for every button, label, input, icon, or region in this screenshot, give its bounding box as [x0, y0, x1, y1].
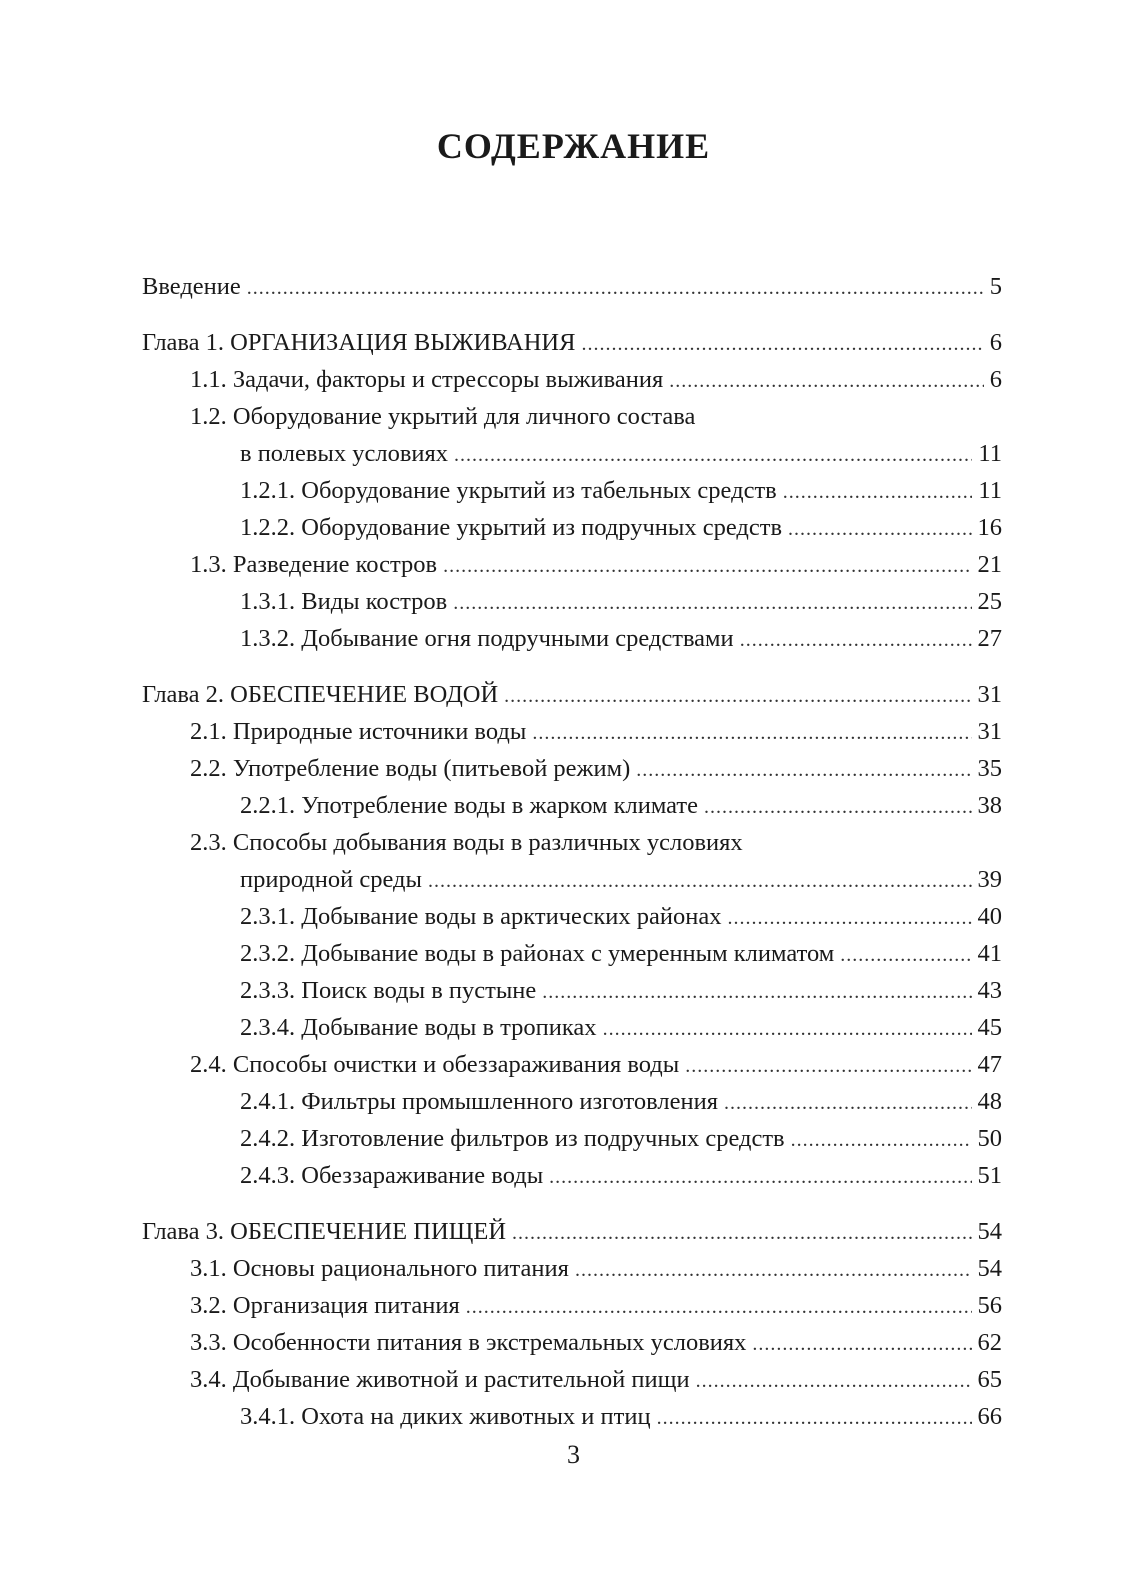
dot-leader: [727, 900, 971, 937]
toc-entry-label: 3.2. Организация питания: [190, 1292, 460, 1319]
toc-entry-label: 1.3.2. Добывание огня подручными средствами: [240, 625, 734, 652]
toc-entry-page: 6: [989, 366, 1002, 393]
toc-entry-label: 2.2. Употребление воды (питьевой режим): [190, 755, 631, 782]
toc-entry-label: 1.3. Разведение костров: [190, 551, 438, 578]
toc-entry-1-2-continued[interactable]: [142, 435, 1002, 472]
toc-entry-chapter-2[interactable]: [142, 676, 1002, 713]
toc-entry-page: 40: [977, 903, 1002, 930]
toc-entry-label: 3.3. Особенности питания в экстремальных условиях: [190, 1329, 747, 1356]
toc-entry-page: 31: [977, 718, 1002, 745]
toc-entry-label: 2.2.1. Употребление воды в жарком климате: [240, 792, 698, 819]
toc-entry-label: в полевых условиях: [240, 440, 449, 467]
dot-leader: [696, 1363, 972, 1400]
toc-entry-page: 66: [977, 1403, 1002, 1430]
page-number: 3: [567, 1440, 580, 1469]
toc-entry-label: 1.2.1. Оборудование укрытий из табельных средств: [240, 477, 777, 504]
dot-leader: [581, 326, 983, 363]
dot-leader: [247, 270, 984, 307]
toc-entry-label: 1.3.1. Виды костров: [240, 588, 448, 615]
toc-entry-2-1[interactable]: [142, 713, 1002, 750]
toc-entry-2-3-3[interactable]: [142, 972, 1002, 1009]
dot-leader: [840, 937, 971, 974]
toc-entry-2-4-1[interactable]: [142, 1083, 1002, 1120]
dot-leader: [636, 752, 971, 789]
toc-entry-label: природной среды: [240, 866, 422, 893]
dot-leader: [704, 789, 972, 826]
dot-leader: [549, 1159, 971, 1196]
toc-entry-2-3-continued[interactable]: [142, 861, 1002, 898]
toc-entry-label: 2.3.4. Добывание воды в тропиках: [240, 1014, 597, 1041]
toc-entry-label: 1.2.2. Оборудование укрытий из подручных средств: [240, 514, 783, 541]
toc-entry-label: 2.3.3. Поиск воды в пустыне: [240, 977, 537, 1004]
toc-entry-page: 54: [977, 1218, 1002, 1245]
toc-entry-page: 5: [989, 273, 1002, 300]
toc-entry-page: 31: [977, 681, 1002, 708]
toc-entry-page: 51: [977, 1162, 1002, 1189]
dot-leader: [512, 1215, 971, 1252]
toc-entry-3-3[interactable]: [142, 1324, 1002, 1361]
toc-entry-2-4-2[interactable]: [142, 1120, 1002, 1157]
toc-entry-label: Глава 2. ОБЕСПЕЧЕНИЕ ВОДОЙ: [142, 681, 499, 708]
toc-entry-page: 6: [989, 329, 1002, 356]
toc-entry-chapter-1[interactable]: [142, 324, 1002, 361]
toc-entry-label: 2.4.1. Фильтры промышленного изготовления: [240, 1088, 719, 1115]
dot-leader: [532, 715, 971, 752]
toc-entry-2-3-4[interactable]: [142, 1009, 1002, 1046]
dot-leader: [685, 1048, 971, 1085]
toc-entry-2-2-1[interactable]: [142, 787, 1002, 824]
toc-entry-2-3-1[interactable]: [142, 898, 1002, 935]
dot-leader: [669, 363, 984, 400]
dot-leader: [724, 1085, 971, 1122]
toc-entry-1-2-1[interactable]: [142, 472, 1002, 509]
toc-entry-3-4[interactable]: [142, 1361, 1002, 1398]
table-of-contents: [142, 268, 1002, 1435]
dot-leader: [657, 1400, 972, 1437]
dot-leader: [542, 974, 971, 1011]
toc-entry-label: 2.1. Природные источники воды: [190, 718, 527, 745]
toc-entry-page: 11: [978, 477, 1002, 504]
dot-leader: [752, 1326, 971, 1363]
toc-entry-page: 35: [977, 755, 1002, 782]
dot-leader: [466, 1289, 972, 1326]
toc-entry-page: 45: [977, 1014, 1002, 1041]
toc-entry-label: 2.3. Способы добывания воды в различных условиях: [190, 829, 743, 856]
toc-entry-3-4-1[interactable]: [142, 1398, 1002, 1435]
toc-entry-page: 47: [977, 1051, 1002, 1078]
toc-entry-label: 3.4.1. Охота на диких животных и птиц: [240, 1403, 651, 1430]
toc-entry-1-3[interactable]: [142, 546, 1002, 583]
toc-entry-1-2-2[interactable]: [142, 509, 1002, 546]
dot-leader: [454, 437, 972, 474]
page-title: СОДЕРЖАНИЕ: [436, 126, 711, 166]
toc-entry-2-2[interactable]: [142, 750, 1002, 787]
toc-entry-1-2[interactable]: [142, 398, 1002, 435]
toc-entry-page: 21: [977, 551, 1002, 578]
toc-entry-page: 16: [977, 514, 1002, 541]
dot-leader: [783, 474, 973, 511]
toc-entry-page: 25: [977, 588, 1002, 615]
toc-entry-chapter-3[interactable]: [142, 1213, 1002, 1250]
toc-entry-page: 65: [977, 1366, 1002, 1393]
toc-entry-page: 50: [977, 1125, 1002, 1152]
toc-entry-1-3-1[interactable]: [142, 583, 1002, 620]
toc-entry-2-3[interactable]: [142, 824, 1002, 861]
toc-entry-page: 62: [977, 1329, 1002, 1356]
toc-entry-1-3-2[interactable]: [142, 620, 1002, 657]
dot-leader: [453, 585, 971, 622]
toc-entry-page: 38: [977, 792, 1002, 819]
toc-entry-label: 2.4.3. Обеззараживание воды: [240, 1162, 544, 1189]
toc-entry-label: 2.3.1. Добывание воды в арктических районах: [240, 903, 722, 930]
toc-entry-label: 3.1. Основы рационального питания: [190, 1255, 569, 1282]
toc-entry-page: 41: [977, 940, 1002, 967]
toc-entry-page: 39: [977, 866, 1002, 893]
toc-entry-2-4[interactable]: [142, 1046, 1002, 1083]
toc-entry-page: 43: [977, 977, 1002, 1004]
dot-leader: [603, 1011, 972, 1048]
dot-leader: [740, 622, 972, 659]
toc-entry-intro[interactable]: [142, 268, 1002, 305]
dot-leader: [428, 863, 972, 900]
toc-entry-page: 11: [978, 440, 1002, 467]
toc-entry-label: 2.4.2. Изготовление фильтров из подручных средств: [240, 1125, 785, 1152]
toc-entry-label: 3.4. Добывание животной и растительной пищи: [190, 1366, 690, 1393]
toc-entry-2-4-3[interactable]: [142, 1157, 1002, 1194]
dot-leader: [788, 511, 971, 548]
dot-leader: [575, 1252, 972, 1289]
toc-entry-2-3-2[interactable]: [142, 935, 1002, 972]
toc-entry-page: 48: [977, 1088, 1002, 1115]
toc-entry-3-2[interactable]: [142, 1287, 1002, 1324]
dot-leader: [443, 548, 971, 585]
toc-entry-label: Глава 3. ОБЕСПЕЧЕНИЕ ПИЩЕЙ: [142, 1218, 507, 1245]
dot-leader: [504, 678, 971, 715]
toc-entry-page: 54: [977, 1255, 1002, 1282]
toc-entry-label: 1.2. Оборудование укрытий для личного состава: [190, 403, 696, 430]
toc-entry-label: 1.1. Задачи, факторы и стрессоры выживания: [190, 366, 664, 393]
toc-entry-label: 2.4. Способы очистки и обеззараживания воды: [190, 1051, 680, 1078]
toc-entry-label: Введение: [142, 273, 241, 300]
toc-entry-1-1[interactable]: [142, 361, 1002, 398]
toc-entry-3-1[interactable]: [142, 1250, 1002, 1287]
toc-entry-label: Глава 1. ОРГАНИЗАЦИЯ ВЫЖИВАНИЯ: [142, 329, 576, 356]
toc-entry-page: 56: [977, 1292, 1002, 1319]
toc-entry-page: 27: [977, 625, 1002, 652]
toc-entry-label: 2.3.2. Добывание воды в районах с умеренным климатом: [240, 940, 835, 967]
dot-leader: [791, 1122, 972, 1159]
